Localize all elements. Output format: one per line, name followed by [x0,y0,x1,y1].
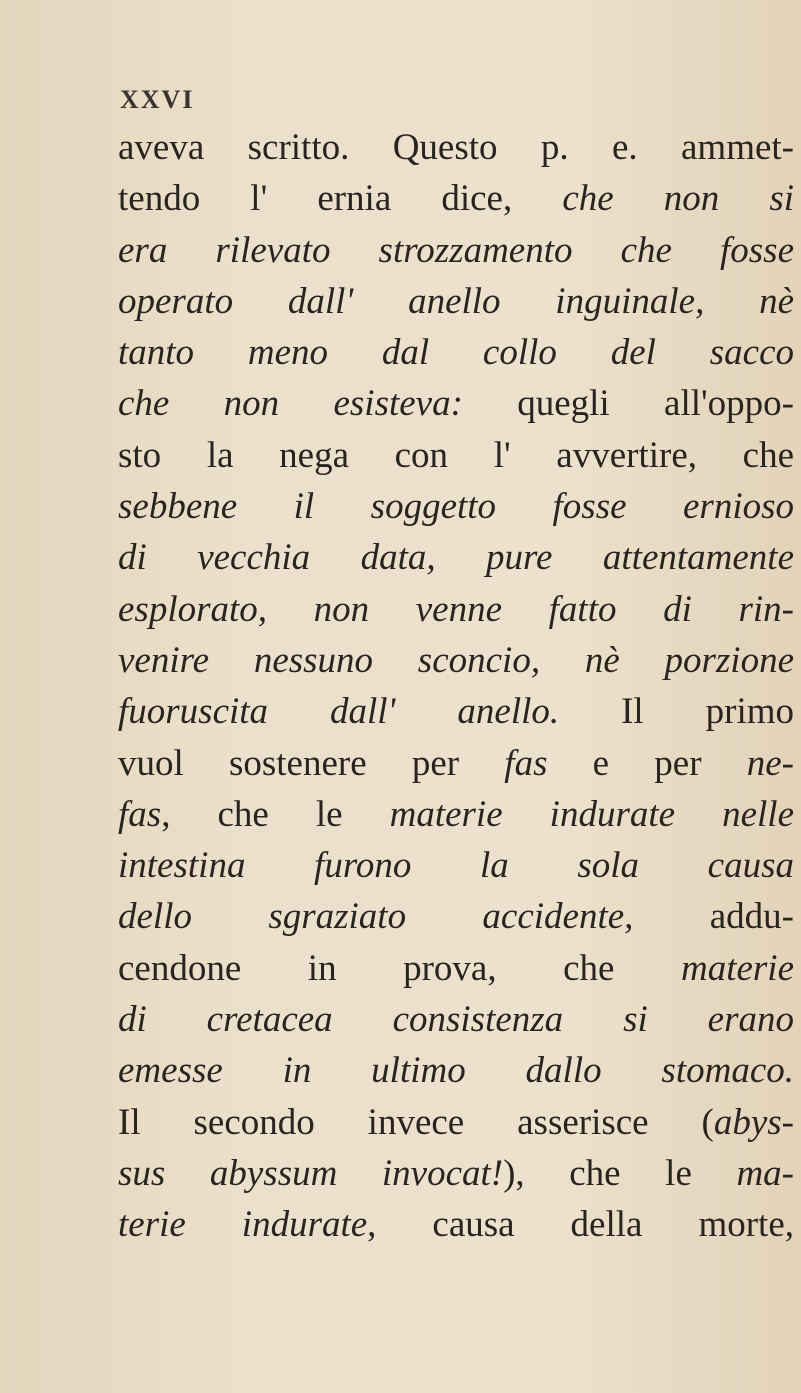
text-line [118,327,794,378]
italic-text: terie indurate [118,1204,368,1246]
italic-text: dello sgraziato accidente, [118,896,710,938]
roman-text: ), che le [503,1152,737,1194]
italic-text: abys- [713,1101,794,1143]
roman-text: sto la nega con l' avvertire, che [118,434,794,476]
text-line [118,1045,794,1096]
roman-text: Il primo [621,691,794,733]
italic-text: materie indurate nelle [389,793,794,835]
text-line [118,789,794,840]
text-line [118,943,794,994]
text-line [118,994,794,1045]
italic-text: fas [118,793,162,835]
text-line [118,840,794,891]
italic-text: esplorato, non venne fatto di rin- [118,588,794,630]
text-line [118,1148,794,1199]
text-line [118,481,794,532]
text-line [118,738,794,789]
italic-text: ne- [746,742,794,784]
italic-text: operato dall' anello inguinale, nè [118,280,794,322]
italic-text: fas [504,742,548,784]
roman-text: cendone in prova, che [118,947,681,989]
text-line [118,173,794,224]
italic-text: emesse in ultimo dallo stomaco. [118,1050,794,1092]
italic-text: di vecchia data, pure attentamente [118,537,794,579]
italic-text: sebbene il soggetto fosse ernioso [118,486,794,528]
italic-text: intestina furono la sola causa [118,845,794,887]
italic-text: ma- [736,1152,794,1194]
text-line [118,430,794,481]
italic-text: che non si [562,178,795,220]
page-number: XXVI [120,85,195,114]
italic-text: venire nessuno sconcio, nè porzione [118,639,794,681]
text-line [118,635,794,686]
roman-text: quegli all'oppo- [517,383,794,425]
text-line [118,891,794,942]
italic-text: fuoruscita dall' anello. [118,691,622,733]
italic-text: tanto meno dal collo del sacco [118,332,794,374]
text-line [118,276,794,327]
italic-text: sus abyssum invocat! [118,1152,504,1194]
roman-text: Il secondo invece asserisce ( [118,1101,714,1143]
text-line [118,532,794,583]
roman-text: , che le [161,793,390,835]
text-line [118,225,794,276]
roman-text: , causa della morte, [367,1204,794,1246]
text-line [118,1097,794,1148]
roman-text: aveva scritto. Questo p. e. ammet- [118,127,794,168]
roman-text: tendo l' ernia dice, [118,178,563,220]
italic-text: materie [680,947,794,989]
italic-text: che non esisteva: [118,383,518,425]
text-line [118,122,794,173]
text-line [118,378,794,429]
text-line [118,686,794,737]
italic-text: di cretacea consistenza si erano [118,999,794,1041]
text-line [118,1199,794,1250]
text-line [118,584,794,635]
roman-text: e per [547,742,747,784]
body-text [118,122,794,1251]
roman-text: vuol sostenere per [118,742,505,784]
italic-text: era rilevato strozzamento che fosse [118,229,794,271]
roman-text: addu- [709,896,794,938]
